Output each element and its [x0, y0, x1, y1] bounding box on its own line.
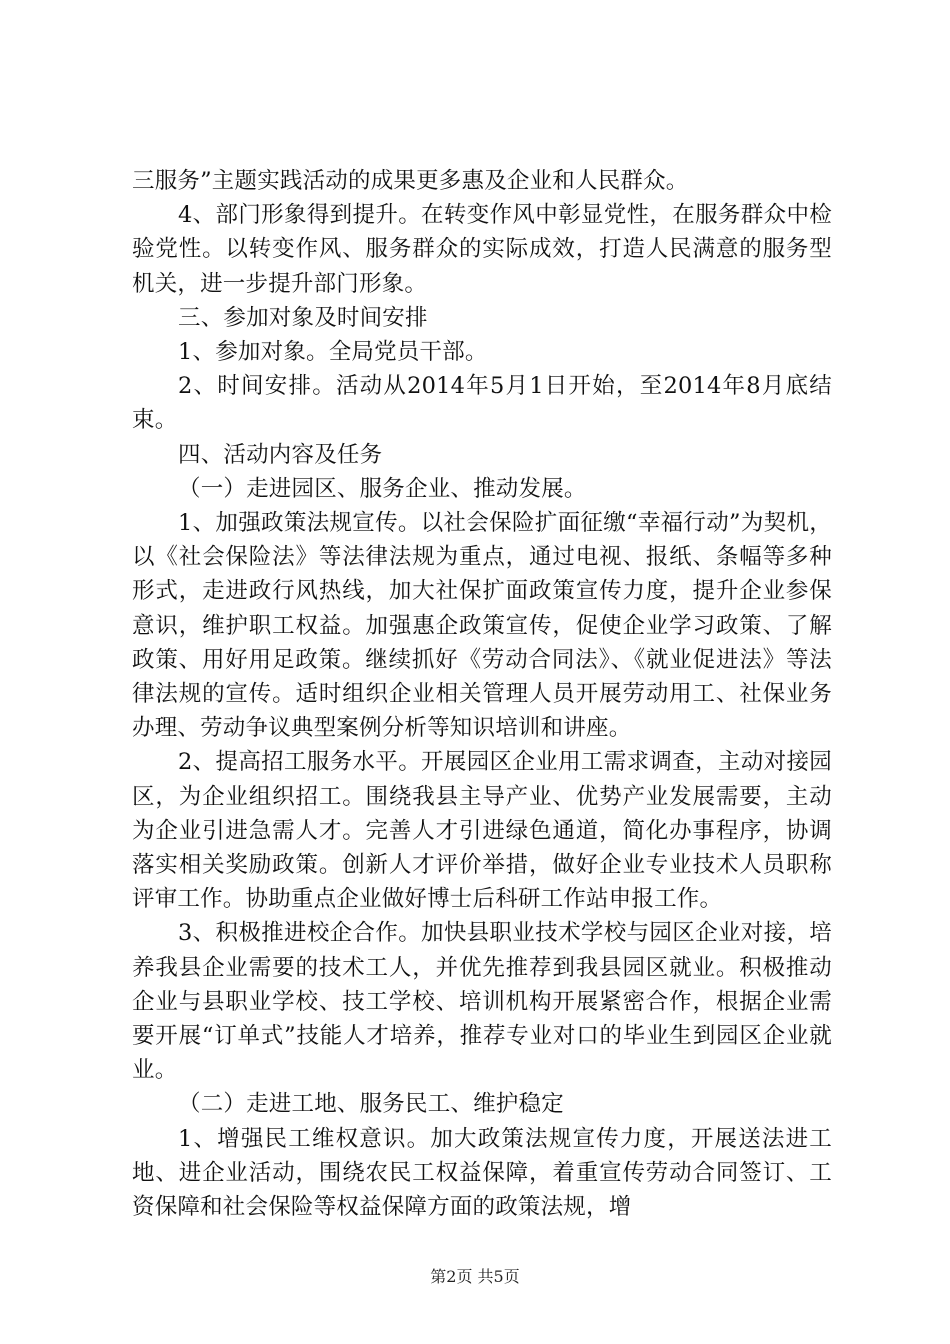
paragraph-4: 1、参加对象。全局党员干部。	[178, 339, 488, 366]
subsection-heading-1: （一）走进园区、服务企业、推动发展。	[178, 475, 587, 502]
paragraph-8: 1、加强政策法规宣传。以社会保险扩面征缴“幸福行动”为契机，以《社会保险法》等法律法规为重点，通过电视、报纸、条幅等多种形式，走进政行风热线，加大社保扩面政策宣传力度，提升企业参保意识，维护职工权益。加强惠企政策宣传，促使企业学习政策、了解政策、用好用足政策。继续抓好《劳动合同法》、《就业促进法》等法律法规的宣传。适时组织企业相关管理人员开展劳动用工、社保业务办理、劳动争议典型案例分析等知识培训和讲座。	[132, 510, 832, 742]
paragraph-1: 三服务”主题实践活动的成果更多惠及企业和人民群众。	[132, 168, 689, 194]
paragraph-5: 2、时间安排。活动从2014年5月1日开始，至2014年8月底结束。	[132, 373, 832, 434]
paragraph-10: 3、积极推进校企合作。加快县职业技术学校与园区企业对接，培养我县企业需要的技术工人，并优先推荐到我县园区就业。积极推动企业与县职业学校、技工学校、培训机构开展紧密合作，根据企业需要开展“订单式”技能人才培养，推荐专业对口的毕业生到园区企业就业。	[132, 920, 832, 1084]
page-number-footer: 第2页 共5页	[430, 1267, 520, 1286]
paragraph-9: 2、提高招工服务水平。开展园区企业用工需求调查，主动对接园区，为企业组织招工。围绕我县主导产业、优势产业发展需要，主动为企业引进急需人才。完善人才引进绿色通道，简化办事程序，协调落实相关奖励政策。创新人才评价举措，做好企业专业技术人员职称评审工作。协助重点企业做好博士后科研工作站申报工作。	[132, 749, 832, 913]
document-body	[132, 164, 832, 1224]
paragraph-12: 1、增强民工维权意识。加大政策法规宣传力度，开展送法进工地、进企业活动，围绕农民工权益保障，着重宣传劳动合同签订、工资保障和社会保险等权益保障方面的政策法规，增	[132, 1125, 832, 1221]
subsection-heading-2: （二）走进工地、服务民工、维护稳定	[178, 1091, 564, 1118]
section-heading-3: 三、参加对象及时间安排	[178, 304, 428, 331]
paragraph-2: 4、部门形象得到提升。在转变作风中彰显党性，在服务群众中检验党性。以转变作风、服务群众的实际成效，打造人民满意的服务型机关，进一步提升部门形象。	[132, 202, 832, 297]
section-heading-4: 四、活动内容及任务	[178, 441, 383, 468]
